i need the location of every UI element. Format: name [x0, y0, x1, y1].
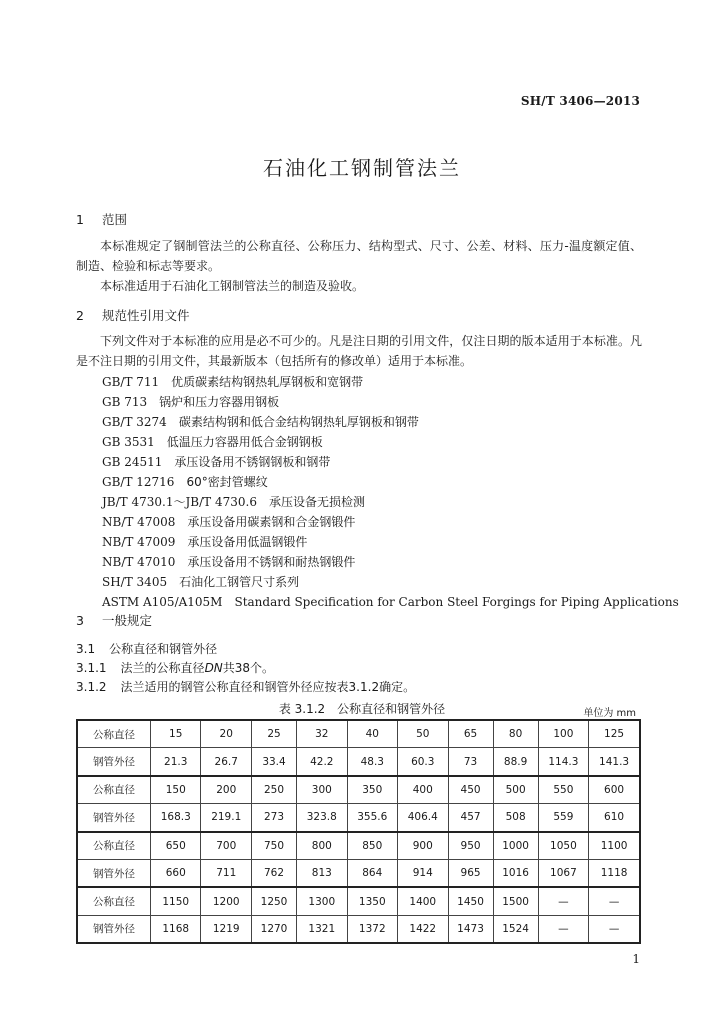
reference-list [102, 372, 679, 612]
table-cell: 508 [493, 804, 538, 832]
table-cell: 700 [201, 832, 251, 860]
table-cell: 80 [493, 720, 538, 748]
outer-diameter-row [77, 859, 640, 887]
reference-code: NB/T 47008 [102, 515, 176, 529]
table-cell: 1016 [493, 859, 538, 887]
table-cell: 457 [448, 804, 493, 832]
table-cell: 950 [448, 832, 493, 860]
table-cell: 500 [493, 776, 538, 804]
table-cell: 610 [589, 804, 640, 832]
diameter-table [76, 719, 641, 944]
table-caption: 表 3.1.2 公称直径和钢管外径 [278, 702, 446, 716]
outer-diameter-row [77, 804, 640, 832]
table-cell: 1118 [589, 859, 640, 887]
table-cell: 1200 [201, 887, 251, 915]
reference-item [102, 372, 679, 392]
section-title: 规范性引用文件 [102, 308, 190, 323]
table-cell: 1270 [251, 915, 296, 943]
table-cell: 813 [297, 859, 347, 887]
table-cell: 400 [398, 776, 448, 804]
table-cell: 15 [151, 720, 201, 748]
table-cell: 48.3 [347, 748, 397, 776]
standard-code: SH/T 3406—2013 [520, 94, 640, 108]
reference-code: GB 713 [102, 395, 148, 409]
table-cell: 21.3 [151, 748, 201, 776]
row-label: 钢管外径 [77, 915, 151, 943]
table-cell: 406.4 [398, 804, 448, 832]
table-cell: 1350 [347, 887, 397, 915]
table-cell: 26.7 [201, 748, 251, 776]
section-number: 2 [76, 308, 84, 323]
table-cell: 914 [398, 859, 448, 887]
subsection-text: 公称直径和钢管外径 [109, 642, 218, 656]
table-cell: 1400 [398, 887, 448, 915]
table-cell: — [538, 887, 588, 915]
reference-title: 60°密封管螺纹 [186, 475, 268, 489]
nominal-diameter-row [77, 887, 640, 915]
table-cell: 323.8 [297, 804, 347, 832]
reference-title: 承压设备用低温钢锻件 [187, 535, 308, 549]
table-cell: 1500 [493, 887, 538, 915]
reference-title: 优质碳素结构钢热轧厚钢板和宽钢带 [171, 375, 364, 389]
table-cell: 60.3 [398, 748, 448, 776]
reference-title: 碳素结构钢和低合金结构钢热轧厚钢板和钢带 [178, 415, 419, 429]
section-title: 一般规定 [102, 613, 153, 628]
table-cell: 350 [347, 776, 397, 804]
table-cell: 114.3 [538, 748, 588, 776]
section-number: 3 [76, 613, 84, 628]
subsection-3-1 [76, 640, 217, 657]
table-cell: 800 [297, 832, 347, 860]
table-cell: 300 [297, 776, 347, 804]
table-cell: 50 [398, 720, 448, 748]
table-cell: 33.4 [251, 748, 296, 776]
row-label: 公称直径 [77, 887, 151, 915]
nominal-diameter-row [77, 720, 640, 748]
table-cell: 125 [589, 720, 640, 748]
table-cell: 250 [251, 776, 296, 804]
reference-item [102, 592, 679, 612]
table-cell: 42.2 [297, 748, 347, 776]
row-label: 钢管外径 [77, 859, 151, 887]
nominal-diameter-row [77, 776, 640, 804]
reference-item [102, 552, 679, 572]
subsection-text: 法兰的公称直径 [120, 661, 205, 675]
reference-title: 承压设备用不锈钢钢板和钢带 [174, 455, 331, 469]
table-cell: 200 [201, 776, 251, 804]
table-cell: 762 [251, 859, 296, 887]
scope-paragraph-2: 本标准适用于石油化工钢制管法兰的制造及验收。 [100, 279, 365, 293]
reference-code: GB 24511 [102, 455, 163, 469]
reference-code: JB/T 4730.1～JB/T 4730.6 [102, 495, 257, 509]
reference-item [102, 512, 679, 532]
table-cell: 900 [398, 832, 448, 860]
table-cell: 711 [201, 859, 251, 887]
table-cell: 965 [448, 859, 493, 887]
table-cell: 1100 [589, 832, 640, 860]
reference-title: 承压设备用不锈钢和耐热钢锻件 [187, 555, 356, 569]
reference-title: 石油化工钢管尺寸系列 [179, 575, 300, 589]
table-cell: 40 [347, 720, 397, 748]
table-cell: — [589, 915, 640, 943]
reference-item [102, 532, 679, 552]
subsection-text: 法兰适用的钢管公称直径和钢管外径应按表3.1.2确定。 [120, 680, 416, 694]
table-cell: 1219 [201, 915, 251, 943]
table-cell: 168.3 [151, 804, 201, 832]
reference-title: 承压设备无损检测 [268, 495, 365, 509]
section-1-heading [76, 210, 127, 228]
reference-title: 承压设备用碳素钢和合金钢锻件 [187, 515, 356, 529]
outer-diameter-row [77, 748, 640, 776]
section-title: 范围 [102, 212, 128, 227]
table-cell: 660 [151, 859, 201, 887]
row-label: 钢管外径 [77, 748, 151, 776]
subsection-3-1-1 [76, 659, 274, 676]
table-cell: 1000 [493, 832, 538, 860]
table-cell: 864 [347, 859, 397, 887]
table-cell: 1168 [151, 915, 201, 943]
table-cell: 1050 [538, 832, 588, 860]
table-cell: 650 [151, 832, 201, 860]
table-cell: 65 [448, 720, 493, 748]
reference-item [102, 472, 679, 492]
reference-title: 低温压力容器用低合金钢钢板 [166, 435, 323, 449]
section-2-heading [76, 306, 190, 324]
table-cell: 1450 [448, 887, 493, 915]
row-label: 钢管外径 [77, 804, 151, 832]
table-cell: — [538, 915, 588, 943]
table-cell: 1422 [398, 915, 448, 943]
reference-code: GB 3531 [102, 435, 155, 449]
table-cell: 150 [151, 776, 201, 804]
nominal-diameter-row [77, 832, 640, 860]
table-unit: 单位为 mm [583, 708, 636, 719]
table-cell: 1150 [151, 887, 201, 915]
row-label: 公称直径 [77, 832, 151, 860]
table-cell: 750 [251, 832, 296, 860]
table-cell: 450 [448, 776, 493, 804]
row-label: 公称直径 [77, 776, 151, 804]
reference-code: GB/T 12716 [102, 475, 175, 489]
table-cell: 1250 [251, 887, 296, 915]
reference-code: SH/T 3405 [102, 575, 168, 589]
reference-code: GB/T 3274 [102, 415, 167, 429]
scope-paragraph-1: 本标准规定了钢制管法兰的公称直径、公称压力、结构型式、尺寸、公差、材料、压力-温度额定值、制造、检验和标志等要求。 [76, 239, 642, 273]
subsection-number: 3.1.1 [76, 661, 107, 675]
reference-item [102, 392, 679, 412]
reference-item [102, 412, 679, 432]
table-cell: 1524 [493, 915, 538, 943]
outer-diameter-row [77, 915, 640, 943]
page-number: 1 [632, 952, 640, 966]
table-cell: 1473 [448, 915, 493, 943]
subsection-text: 共38个。 [222, 661, 275, 675]
section-number: 1 [76, 212, 84, 227]
table-cell: 1321 [297, 915, 347, 943]
reference-item [102, 432, 679, 452]
table-cell: 219.1 [201, 804, 251, 832]
table-cell: 273 [251, 804, 296, 832]
table-cell: 1372 [347, 915, 397, 943]
table-cell: 32 [297, 720, 347, 748]
dn-symbol: DN [204, 661, 223, 675]
table-cell: 550 [538, 776, 588, 804]
section-3-heading [76, 611, 152, 629]
table-cell: 100 [538, 720, 588, 748]
subsection-number: 3.1.2 [76, 680, 107, 694]
table-cell: 73 [448, 748, 493, 776]
subsection-number: 3.1 [76, 642, 96, 656]
reference-item [102, 492, 679, 512]
table-cell: 1300 [297, 887, 347, 915]
reference-title: Standard Specification for Carbon Steel Forgings for Piping Applications [234, 595, 679, 609]
reference-code: ASTM A105/A105M [102, 595, 223, 609]
reference-title: 锅炉和压力容器用钢板 [159, 395, 280, 409]
reference-item [102, 572, 679, 592]
subsection-3-1-2 [76, 678, 415, 695]
table-cell: — [589, 887, 640, 915]
document-title: 石油化工钢制管法兰 [263, 156, 461, 180]
table-cell: 355.6 [347, 804, 397, 832]
table-cell: 559 [538, 804, 588, 832]
references-intro: 下列文件对于本标准的应用是必不可少的。凡是注日期的引用文件，仅注日期的版本适用于本标准。凡是不注日期的引用文件，其最新版本（包括所有的修改单）适用于本标准。 [76, 334, 642, 368]
row-label: 公称直径 [77, 720, 151, 748]
table-cell: 88.9 [493, 748, 538, 776]
table-cell: 25 [251, 720, 296, 748]
reference-code: NB/T 47009 [102, 535, 176, 549]
table-cell: 850 [347, 832, 397, 860]
reference-code: NB/T 47010 [102, 555, 176, 569]
table-cell: 1067 [538, 859, 588, 887]
reference-item [102, 452, 679, 472]
table-cell: 141.3 [589, 748, 640, 776]
table-cell: 600 [589, 776, 640, 804]
table-cell: 20 [201, 720, 251, 748]
reference-code: GB/T 711 [102, 375, 160, 389]
